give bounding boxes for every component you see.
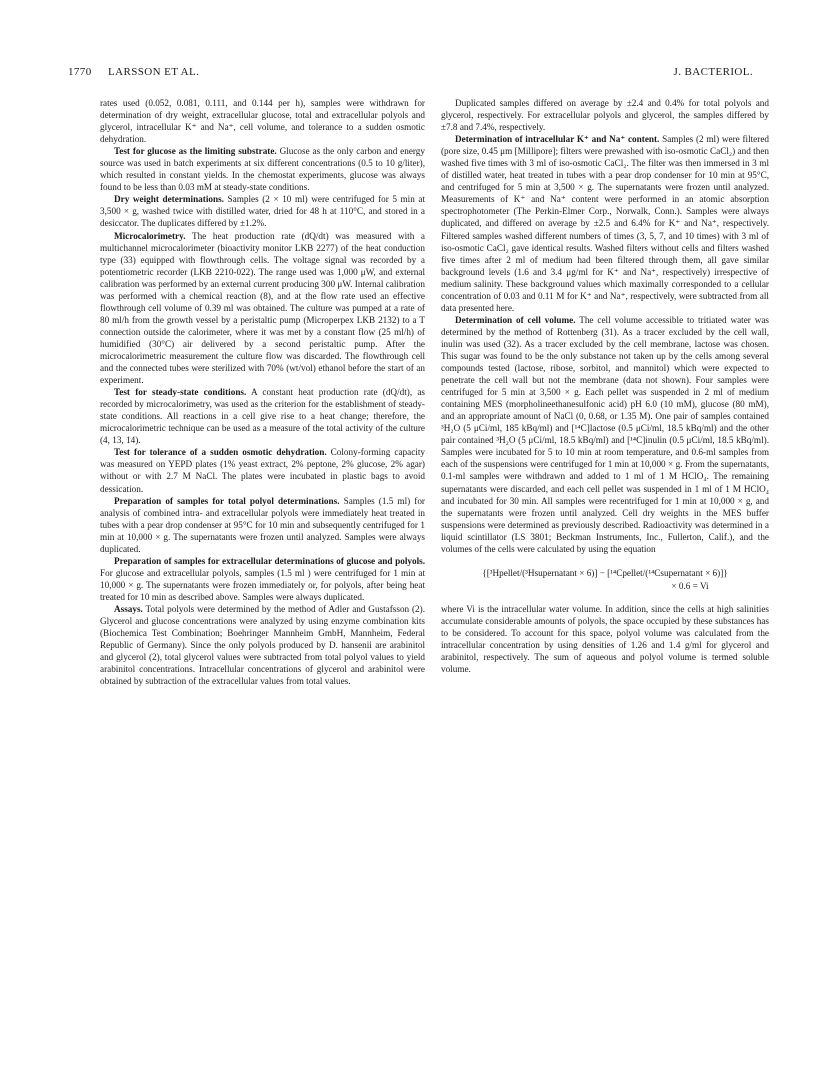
running-header bbox=[68, 66, 753, 82]
section-heading: Determination of intracellular K⁺ and Na⁺ content. bbox=[455, 134, 660, 145]
paragraph bbox=[441, 133, 769, 314]
paragraph bbox=[100, 603, 425, 687]
paragraph-text: For glucose and extracellular polyols, samples (1.5 ml ) were centrifuged for 1 min at 10,000 × g. The supernatants were frozen immediately or, for polyols, after being heat treated for 10 min as described above. Samples were always duplicated. bbox=[100, 567, 425, 602]
section-heading: Preparation of samples for extracellular determinations of glucose and polyols. bbox=[114, 555, 425, 566]
paragraph-text: Total polyols were determined by the method of Adler and Gustafsson (2). Glycerol and glucose concentrations were analyzed by using enzyme combination kits (Biochemica Test Combination; Boehringer Mannheim GmbH, Mannheim, Federal Republic of Germany). Since the only polyols produced by D. hansenii are arabinitol and glycerol (2), total glycerol values were subtracted from total polyol values to yield arabinitol concentrations. Intracellular concentrations of glycerol and arabinitol were obtained by subtraction of the extracellular values from total values. bbox=[100, 603, 425, 687]
paragraph bbox=[100, 145, 425, 193]
paragraph-text: The heat production rate (dQ/dt) was measured with a multichannel microcalorimeter (bioactivity monitor LKB 2277) of the heat conduction type (33) equipped with flowthrough cells. The voltage signal was recorded by a potentiometric recorder (LKB 2210-022). The range used was 1,000 μW, and external calibration was performed by an external current producing 300 μW. Internal calibration was performed with a chemical reaction (8), and at the flow rate used an effective flowthrough cell volume of 0.39 ml was obtained. The culture was pumped at a rate of 80 ml/h from the growth vessel by a peristaltic pump (Microperpex LKB 2132) to a T connection outside the calorimeter, where it was met by a constant flow (25 ml/h) of humidified (30°C) air delivered by a second peristaltic pump. After the microcalorimetric measurement the culture flow was discarded. The flowthrough cell and the connected tubes were sterilized with 70% (wt/vol) ethanol before the start of an experiment. bbox=[100, 230, 425, 386]
paragraph bbox=[441, 314, 769, 555]
section-heading: Assays. bbox=[114, 603, 143, 614]
equation-line-2: × 0.6 = Vi bbox=[671, 580, 709, 591]
section-heading: Dry weight determinations. bbox=[114, 194, 224, 205]
journal-name: J. BACTERIOL. bbox=[673, 66, 753, 78]
paragraph: rates used (0.052, 0.081, 0.111, and 0.144 per h), samples were withdrawn for determination of dry weight, extracellular glucose, total and extracellular polyols and glycerol, intracellular K⁺ and Na⁺, cell volume, and tolerance to a sudden osmotic dehydration. bbox=[100, 98, 425, 145]
paragraph bbox=[100, 495, 425, 555]
left-column bbox=[100, 97, 425, 687]
paragraph-text: Samples (2 × 10 ml) were centrifuged for 5 min at 3,500 × g, washed twice with distilled water, dried for 48 h at 110°C, and stored in a desiccator. The duplicates differed by ±1.2%. bbox=[100, 194, 425, 229]
equation-line-1: {[³Hpellet/(³Hsupernatant × 6)] − [¹⁴Cpellet/(¹⁴Csupernatant × 6)]} bbox=[482, 567, 728, 578]
running-authors: LARSSON ET AL. bbox=[108, 66, 200, 78]
section-heading: Test for tolerance of a sudden osmotic dehydration. bbox=[114, 447, 327, 458]
right-column bbox=[441, 97, 769, 675]
page-number: 1770 bbox=[68, 66, 92, 78]
paragraph-text: Samples (1.5 ml) for analysis of combined intra- and extracellular polyols were immediately heat treated in tubes with a pear drop condenser at 95°C for 10 min and subsequently centrifuged for 1 min at 10,000 × g. The supernatants were frozen until analyzed. Samples were always duplicated. bbox=[100, 495, 425, 554]
section-heading: Test for steady-state conditions. bbox=[114, 387, 247, 398]
paragraph-text: Glucose as the only carbon and energy source was used in batch experiments at six different concentrations (0.5 to 10 g/liter), which resulted in constant yields. In the chemostat experiments, glucose was always found to be less than 0.03 mM at steady-state conditions. bbox=[100, 146, 425, 193]
section-heading: Determination of cell volume. bbox=[455, 314, 576, 325]
section-heading: Test for glucose as the limiting substrate. bbox=[114, 146, 277, 157]
section-heading: Preparation of samples for total polyol determinations. bbox=[114, 495, 340, 506]
paragraph-text: A constant heat production rate (dQ/dt), as recorded by microcalorimetry, was used as the criterion for the establishment of steady-state conditions. All reactions in a cell give rise to a heat change; therefore, the microcalorimetric technique can be used as a measure of the total activity of the culture (4, 13, 14). bbox=[100, 387, 425, 446]
paragraph-text: Samples (2 ml) were filtered (pore size, 0.45 μm [Millipore]; filters were prewashed with iso-osmotic CaCl₂) and then washed five times with 3 ml of iso-osmotic CaCl₂. The filter was then immersed in 3 ml of distilled water, heat treated in tubes with a pear drop condenser for 10 min at 95°C, and centrifuged for 5 min at 3,500 × g. The supernatants were frozen until analyzed. Measurements of K⁺ and Na⁺ content were performed in an atomic absorption spectrophotometer (The Perkin-Elmer Corp., Norwalk, Conn.). Samples were always duplicated, and differed on average by ±2.5 and 6.4% for K⁺ and Na⁺, respectively. Filtered samples washed different numbers of times (3, 5, 7, and 10 times) with 3 ml of iso-osmotic CaCl₂ gave identical results. Washed filters without cells and filters washed five times after 2 ml of medium had been filtered through them, all gave similar background levels (1.6 and 3.4 μg/ml for K⁺ and Na⁺, respectively) irrespective of medium salinity. These background values which maximally corresponded to a cellular concentration of 0.03 and 0.11 M for K⁺ and Na⁺, respectively, were subtracted from all data presented here. bbox=[441, 134, 769, 313]
paragraph: where Vi is the intracellular water volume. In addition, since the cells at high salinities accumulate considerable amounts of polyols, the space occupied by these substances has to be considered. To account for this space, polyol volume was calculated from the intracellular concentration by using densities of 1.26 and 1.4 g/ml for glycerol and arabinitol, respectively. The sum of aqueous and polyol volume is termed soluble volume. bbox=[441, 603, 769, 675]
paragraph bbox=[100, 193, 425, 229]
paragraph bbox=[100, 230, 425, 387]
paragraph bbox=[100, 446, 425, 494]
section-heading: Microcalorimetry. bbox=[114, 230, 186, 241]
paragraph-text: Colony-forming capacity was measured on YEPD plates (1% yeast extract, 2% peptone, 2% glucose, 2% agar) without or with 2.7 M NaCl. The plates were incubated in plastic bags to avoid dessication. bbox=[100, 447, 425, 494]
equation bbox=[441, 567, 769, 593]
paragraph: Duplicated samples differed on average by ±2.4 and 0.4% for total polyols and glycerol, respectively. For extracellular polyols and glycerol, the samples differed by ±7.8 and 7.4%, respectively. bbox=[441, 98, 769, 133]
paragraph-text: The cell volume accessible to tritiated water was determined by the method of Rottenberg (31). As a tracer excluded by the cell wall, inulin was used (32). As a tracer excluded by the cell membrane, lactose was chosen. This sugar was found to be the only substance not taken up by the cells among several compounds tested (lactose, ribose, sorbitol, and mannitol) which were expected to penetrate the cell wall but not the membrane (data not shown). Four samples were centrifuged for 5 min at 3,500 × g. Each pellet was suspended in 2 ml of medium containing MES (morpholineethanesulfonic acid) pH 6.0 (10 mM), glucose (80 mM), and an appropriate amount of NaCl (0, 0.68, or 1.35 M). One pair of samples contained ³H₂O (5 μCi/ml, 185 kBq/ml) and [¹⁴C]lactose (0.5 μCi/ml, 18.5 kBq/ml) and the other pair contained ³H₂O (5 μCi/ml, 18.5 kBq/ml) and [¹⁴C]inulin (0.5 μCi/ml, 18.5 kBq/ml). Samples were incubated for 5 to 10 min at room temperature, and 0.6-ml samples from each of the suspensions were centrifuged for 1 min at 10,000 × g. From the supernatants, 0.1-ml samples were withdrawn and added to 1 ml of 1 M HClO₄. The remaining supernatants were discarded, and each cell pellet was suspended in 1 ml of 1 M HClO₄ and incubated for 30 min. All samples were recentrifuged for 1 min at 10,000 × g, and the supernatants were frozen until analyzed. Cell dry weights in the MES buffer suspensions were determined as previously described. Radioactivity was determined in a liquid scintillator (LS 3801; Beckman Instruments, Inc., Fullerton, Calif.), and the volumes of the cells were calculated by using the equation bbox=[441, 314, 769, 554]
paragraph bbox=[100, 386, 425, 446]
paragraph bbox=[100, 555, 425, 603]
